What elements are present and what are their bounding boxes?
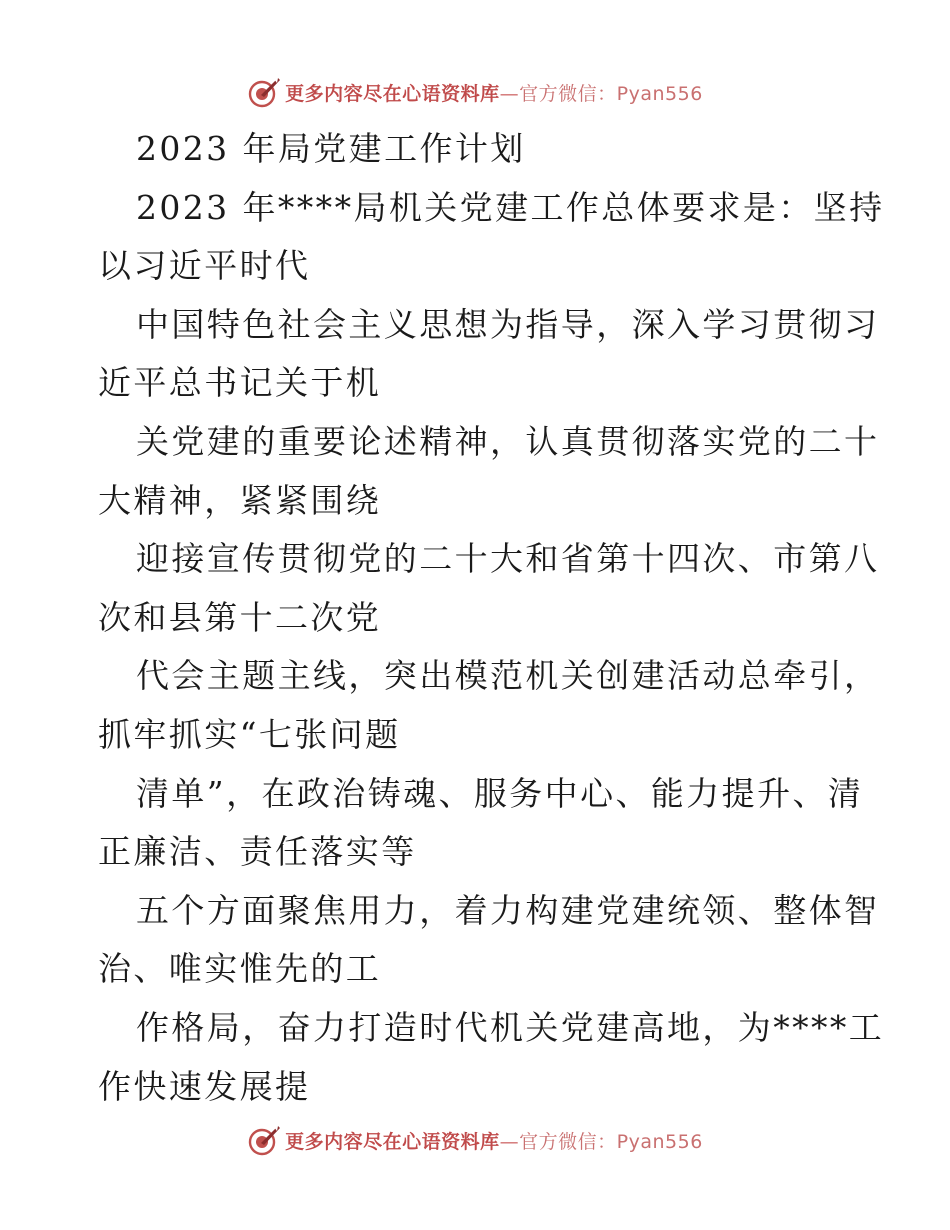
- text-line: 次和县第十二次党: [98, 597, 382, 637]
- header-watermark: [0, 72, 950, 112]
- footer-watermark: [0, 1120, 950, 1160]
- text-line: 作快速发展提: [98, 1066, 311, 1106]
- text-line: 清单”，在政治铸魂、服务中心、能力提升、清: [136, 773, 864, 813]
- text-line: 代会主题主线，突出模范机关创建活动总牵引，: [136, 656, 880, 696]
- text-line: 迎接宣传贯彻党的二十大和省第十四次、市第八: [136, 539, 880, 579]
- text-line: 五个方面聚焦用力，着力构建党建统领、整体智: [136, 890, 880, 930]
- text-line: 作格局，奋力打造时代机关党建高地，为****工: [136, 1007, 885, 1047]
- watermark-title: 更多内容尽在心语资料库: [285, 82, 500, 105]
- text-line: 正廉洁、责任落实等: [98, 832, 417, 872]
- text-line: 近平总书记关于机: [98, 363, 382, 403]
- text-line: 中国特色社会主义思想为指导，深入学习贯彻习: [136, 304, 880, 344]
- document-body: [98, 120, 885, 1116]
- text-line: 关党建的重要论述精神，认真贯彻落实党的二十: [136, 421, 880, 461]
- text-line: 抓牢抓实“七张问题: [98, 714, 401, 754]
- text-line: 大精神，紧紧围绕: [98, 480, 382, 520]
- watermark-separator: —: [499, 82, 520, 105]
- watermark-contact: 官方微信：Pyan556: [519, 82, 703, 105]
- feather-pen-logo-icon: [247, 1123, 281, 1157]
- text-line: 以习近平时代: [98, 246, 311, 286]
- feather-pen-logo-icon: [247, 75, 281, 109]
- watermark-separator: —: [499, 1130, 520, 1153]
- watermark-contact: 官方微信：Pyan556: [519, 1130, 703, 1153]
- watermark-title: 更多内容尽在心语资料库: [285, 1130, 500, 1153]
- document-title: 2023 年局党建工作计划: [136, 129, 526, 168]
- text-line: 治、唯实惟先的工: [98, 949, 382, 989]
- text-line: 2023 年****局机关党建工作总体要求是：坚持: [136, 187, 885, 227]
